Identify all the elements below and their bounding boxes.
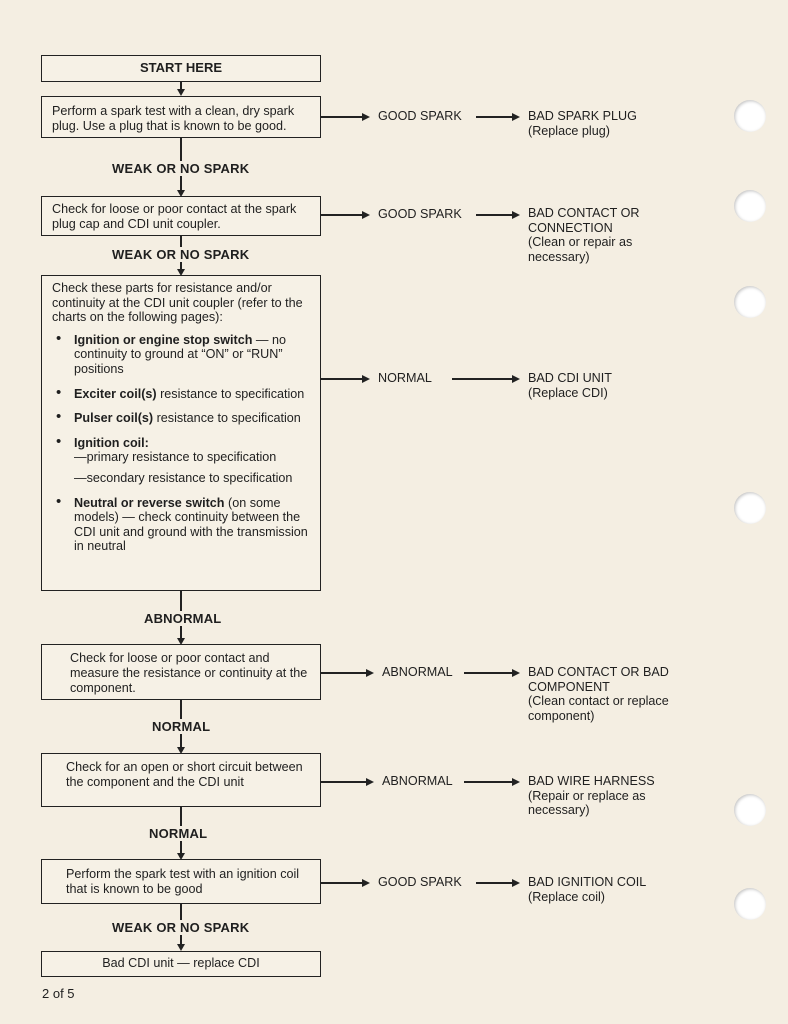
arrow-head — [512, 879, 520, 887]
arrow-head — [366, 669, 374, 677]
check-item-title: Ignition coil: — [74, 435, 149, 450]
start-box: START HERE — [41, 55, 321, 82]
arrow-head — [177, 944, 185, 951]
step1-side-label: GOOD SPARK — [378, 109, 462, 123]
step5-down-label: NORMAL — [149, 826, 208, 841]
step2-result-title-2: CONNECTION — [528, 220, 613, 235]
check-item — [52, 387, 312, 402]
step4-down-label: NORMAL — [152, 719, 211, 734]
step6-result-title: BAD IGNITION COIL — [528, 875, 647, 889]
check-item — [52, 496, 312, 554]
step4-result-title-2: COMPONENT — [528, 679, 610, 694]
check-item — [52, 333, 312, 377]
step2-result — [528, 206, 668, 264]
check-item-text: — no continuity to ground at “ON” or “RUN” positions — [74, 332, 287, 376]
step6-box: Perform the spark test with an ignition coil that is known to be good — [41, 859, 321, 904]
check-item-sub: —primary resistance to specification — [74, 450, 277, 465]
connector-line — [321, 882, 363, 884]
arrow-head — [362, 211, 370, 219]
step2-result-title: BAD CONTACT OR — [528, 206, 640, 220]
step3-side-label: NORMAL — [378, 371, 432, 385]
check-item-text: resistance to specification — [156, 386, 305, 401]
arrow-head — [512, 669, 520, 677]
step5-result-title: BAD WIRE HARNESS — [528, 774, 655, 788]
connector-line — [476, 116, 513, 118]
connector-line — [321, 672, 367, 674]
step1-result-sub: (Replace plug) — [528, 123, 610, 138]
check-item-text: (on some models) — check continuity between the CDI unit and ground with the transmission in neutral — [74, 495, 308, 554]
arrow-head — [177, 89, 185, 96]
step3-checklist — [52, 333, 312, 554]
step1-result-title: BAD SPARK PLUG — [528, 109, 637, 123]
arrow-head — [512, 211, 520, 219]
step4-result-sub: (Clean contact or replace component) — [528, 694, 669, 723]
connector-line — [464, 781, 513, 783]
step3-result-title: BAD CDI UNIT — [528, 371, 612, 385]
step1-down-label: WEAK OR NO SPARK — [112, 161, 250, 176]
check-item-text: resistance to specification — [153, 411, 301, 426]
step6-result-sub: (Replace coil) — [528, 889, 605, 904]
check-item-sub: —secondary resistance to specification — [74, 470, 293, 485]
step4-box: Check for loose or poor contact and measure the resistance or continuity at the component. — [41, 644, 321, 700]
check-item — [52, 436, 312, 486]
step4-result-title: BAD CONTACT OR BAD — [528, 665, 669, 679]
check-item-title: Exciter coil(s) — [74, 386, 157, 401]
arrow-head — [362, 879, 370, 887]
step3-box — [41, 275, 321, 591]
arrow-head — [362, 113, 370, 121]
check-item-title: Pulser coil(s) — [74, 411, 154, 426]
arrow-head — [512, 375, 520, 383]
arrow-head — [512, 778, 520, 786]
step5-box: Check for an open or short circuit between the component and the CDI unit — [41, 753, 321, 807]
step6-down-label: WEAK OR NO SPARK — [112, 920, 250, 935]
step3-result-sub: (Replace CDI) — [528, 385, 608, 400]
step1-result — [528, 109, 637, 138]
arrow-head — [512, 113, 520, 121]
binder-hole — [734, 492, 766, 524]
connector-line — [452, 378, 513, 380]
binder-hole — [734, 794, 766, 826]
binder-hole — [734, 100, 766, 132]
step3-result — [528, 371, 612, 400]
binder-hole — [734, 286, 766, 318]
connector-line — [321, 214, 363, 216]
step3-intro: Check these parts for resistance and/or continuity at the CDI unit coupler (refer to the charts on the following pages): — [52, 281, 303, 325]
check-item-title: Ignition or engine stop switch — [74, 332, 253, 347]
step5-result — [528, 774, 678, 818]
connector-line — [321, 116, 363, 118]
check-item-title: Neutral or reverse switch — [74, 495, 225, 510]
step4-side-label: ABNORMAL — [382, 665, 453, 679]
binder-hole — [734, 190, 766, 222]
step4-result — [528, 665, 688, 723]
final-box: Bad CDI unit — replace CDI — [41, 951, 321, 977]
connector-line — [321, 781, 367, 783]
connector-line — [476, 214, 513, 216]
binder-hole — [734, 888, 766, 920]
connector-line — [464, 672, 513, 674]
step2-result-sub: (Clean or repair as necessary) — [528, 235, 633, 264]
step6-side-label: GOOD SPARK — [378, 875, 462, 889]
check-item — [52, 411, 312, 426]
step1-box: Perform a spark test with a clean, dry spark plug. Use a plug that is known to be good. — [41, 96, 321, 138]
step6-result — [528, 875, 646, 904]
step2-box: Check for loose or poor contact at the spark plug cap and CDI unit coupler. — [41, 196, 321, 236]
page-number: 2 of 5 — [42, 986, 75, 1001]
arrow-head — [362, 375, 370, 383]
arrow-head — [366, 778, 374, 786]
step2-down-label: WEAK OR NO SPARK — [112, 247, 250, 262]
step5-side-label: ABNORMAL — [382, 774, 453, 788]
step2-side-label: GOOD SPARK — [378, 207, 462, 221]
connector-line — [476, 882, 513, 884]
step3-down-label: ABNORMAL — [144, 611, 222, 626]
connector-line — [321, 378, 363, 380]
step5-result-sub: (Repair or replace as necessary) — [528, 788, 646, 817]
